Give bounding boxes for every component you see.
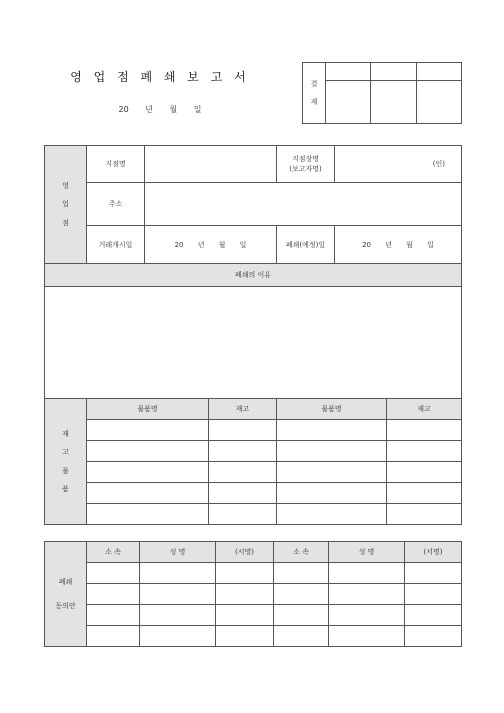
stock-section-label: 재 고 물 품	[45, 399, 87, 525]
consent-cell[interactable]	[87, 605, 140, 626]
stock-qty-cell[interactable]	[387, 462, 462, 483]
stock-item-cell[interactable]	[87, 420, 209, 441]
consent-cell[interactable]	[140, 584, 216, 605]
stock-row	[45, 462, 462, 483]
stock-qty-cell[interactable]	[387, 504, 462, 525]
seal-mark: (인)	[432, 160, 446, 168]
manager-name-field[interactable]	[335, 146, 462, 183]
consent-cell[interactable]	[405, 563, 462, 584]
stock-row	[45, 441, 462, 462]
reason-field[interactable]	[45, 287, 462, 399]
approval-signature-cell[interactable]	[326, 81, 371, 124]
stock-item-cell[interactable]	[87, 483, 209, 504]
consent-cell[interactable]	[329, 563, 405, 584]
consent-cell[interactable]	[87, 584, 140, 605]
stock-row	[45, 483, 462, 504]
consent-cell[interactable]	[274, 605, 329, 626]
stock-item-cell[interactable]	[87, 462, 209, 483]
consent-section-label: 폐쇄 동의안	[45, 542, 87, 647]
stock-qty-cell[interactable]	[209, 420, 277, 441]
stock-qty-cell[interactable]	[387, 441, 462, 462]
consent-cell[interactable]	[216, 605, 274, 626]
consent-header-sign: (서명)	[405, 542, 462, 563]
address-label: 주소	[87, 183, 145, 226]
consent-cell[interactable]	[140, 563, 216, 584]
consent-cell[interactable]	[329, 626, 405, 647]
consent-cell[interactable]	[405, 626, 462, 647]
stock-qty-cell[interactable]	[209, 441, 277, 462]
stock-item-cell[interactable]	[277, 504, 387, 525]
consent-cell[interactable]	[216, 626, 274, 647]
consent-cell[interactable]	[140, 626, 216, 647]
stock-item-cell[interactable]	[277, 420, 387, 441]
document-title: 영 업 점 폐 쇄 보 고 서	[70, 70, 250, 84]
stock-qty-cell[interactable]	[209, 504, 277, 525]
approval-label: 결 재	[303, 63, 326, 124]
consent-row	[45, 584, 462, 605]
consent-cell[interactable]	[87, 626, 140, 647]
stock-header-qty: 재고	[387, 399, 462, 420]
consent-cell[interactable]	[274, 626, 329, 647]
consent-row	[45, 563, 462, 584]
stock-qty-cell[interactable]	[387, 483, 462, 504]
closure-consent-table	[44, 541, 462, 647]
consent-cell[interactable]	[140, 605, 216, 626]
consent-row	[45, 626, 462, 647]
stock-item-cell[interactable]	[277, 441, 387, 462]
consent-row	[45, 605, 462, 626]
consent-cell[interactable]	[216, 563, 274, 584]
manager-name-label: 지점장명 (보고자명)	[277, 146, 335, 183]
address-field[interactable]	[145, 183, 462, 226]
consent-header-dept: 소 속	[87, 542, 140, 563]
stock-item-cell[interactable]	[277, 483, 387, 504]
stock-qty-cell[interactable]	[209, 462, 277, 483]
stock-item-cell[interactable]	[87, 504, 209, 525]
consent-header-name: 성 명	[140, 542, 216, 563]
report-date: 20 년 월 일	[118, 105, 202, 114]
open-date-label: 거래개시일	[87, 226, 145, 264]
stock-row	[45, 504, 462, 525]
consent-header-sign: (서명)	[216, 542, 274, 563]
stock-item-cell[interactable]	[87, 441, 209, 462]
consent-header-dept: 소 속	[274, 542, 329, 563]
branch-name-label: 지점명	[87, 146, 145, 183]
stock-header-item: 물품명	[277, 399, 387, 420]
close-date-field[interactable]: 20 년 월 일	[335, 226, 462, 264]
reason-header: 폐쇄의 이유	[45, 264, 462, 287]
approval-title-cell[interactable]	[326, 63, 371, 81]
close-date-label: 폐쇄(예정)일	[277, 226, 335, 264]
approval-signature-cell[interactable]	[417, 81, 462, 124]
stock-qty-cell[interactable]	[387, 420, 462, 441]
stock-header-qty: 재고	[209, 399, 277, 420]
approval-title-cell[interactable]	[371, 63, 417, 81]
stock-header-item: 물품명	[87, 399, 209, 420]
consent-cell[interactable]	[405, 584, 462, 605]
stock-item-cell[interactable]	[277, 462, 387, 483]
consent-cell[interactable]	[274, 584, 329, 605]
consent-cell[interactable]	[87, 563, 140, 584]
consent-cell[interactable]	[405, 605, 462, 626]
branch-name-field[interactable]	[145, 146, 277, 183]
open-date-field[interactable]: 20 년 월 일	[145, 226, 277, 264]
consent-cell[interactable]	[329, 605, 405, 626]
closure-report-form	[44, 145, 462, 525]
stock-qty-cell[interactable]	[209, 483, 277, 504]
consent-cell[interactable]	[274, 563, 329, 584]
consent-cell[interactable]	[329, 584, 405, 605]
approval-title-cell[interactable]	[417, 63, 462, 81]
approval-signature-cell[interactable]	[371, 81, 417, 124]
consent-cell[interactable]	[216, 584, 274, 605]
branch-section-label: 영 업 점	[45, 146, 87, 264]
stock-row	[45, 420, 462, 441]
approval-box	[302, 62, 462, 124]
consent-header-name: 성 명	[329, 542, 405, 563]
